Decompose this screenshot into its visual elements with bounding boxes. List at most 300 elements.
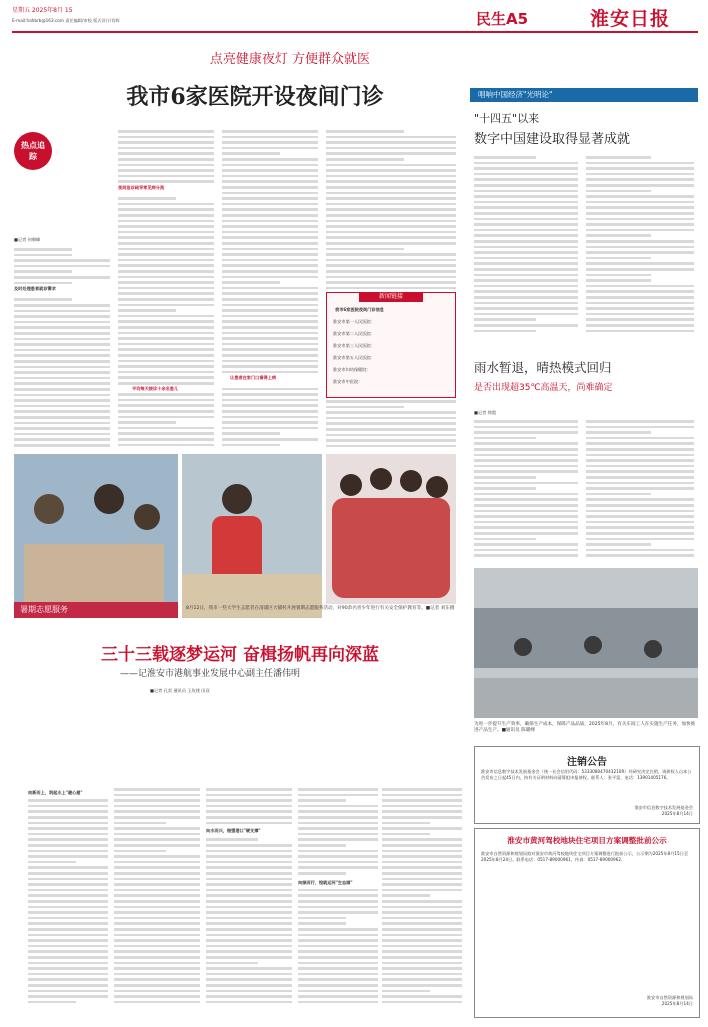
text-line <box>474 324 578 327</box>
text-line <box>222 164 318 167</box>
text-line <box>474 223 578 226</box>
text-line <box>118 376 214 379</box>
text-line <box>222 360 318 363</box>
text-line <box>28 889 108 892</box>
text-line <box>222 416 318 419</box>
text-line <box>118 410 214 413</box>
text-line <box>206 911 292 914</box>
text-line <box>222 354 318 357</box>
text-line <box>474 448 578 451</box>
text-line <box>28 866 108 869</box>
weather-col-2 <box>586 420 694 560</box>
text-line <box>298 922 346 925</box>
feature-byline: ■记者 孔雷 通讯员 王玫建 田双 <box>150 688 210 693</box>
section-label: 民生A5 <box>476 10 529 28</box>
text-line <box>298 1001 378 1004</box>
text-line <box>298 894 378 897</box>
text-line <box>222 287 318 290</box>
text-line <box>118 399 214 402</box>
text-line <box>298 939 378 942</box>
text-line <box>326 406 404 409</box>
text-line <box>114 900 200 903</box>
text-line <box>586 285 694 288</box>
text-line <box>14 410 110 413</box>
text-line <box>14 366 110 369</box>
photo-person <box>134 504 160 530</box>
text-line <box>586 246 694 249</box>
text-line <box>222 141 318 144</box>
text-line <box>222 337 318 340</box>
lead-subhead-3: 平均每天接诊十余名患儿 <box>132 386 179 391</box>
feature-col-5 <box>382 788 462 1008</box>
text-line <box>586 156 651 159</box>
text-line <box>586 549 694 552</box>
text-line <box>222 208 318 211</box>
text-line <box>14 248 72 251</box>
text-line <box>28 984 108 987</box>
text-line <box>118 421 176 424</box>
text-line <box>298 810 378 813</box>
text-line <box>28 934 108 937</box>
notice-1-sign: 淮安市信息数字技术发展基金会 2025年8月14日 <box>634 805 693 816</box>
text-line <box>474 190 578 193</box>
text-line <box>474 313 578 316</box>
text-line <box>474 330 536 333</box>
text-line <box>326 434 456 437</box>
notice-2 <box>474 828 700 1018</box>
text-line <box>586 420 694 423</box>
text-line <box>474 218 578 221</box>
notice-2-body: 淮安市自然资源和规划局拟对淮安市黄河驾校地块住宅项目方案调整进行批前公示，公示期为2025年8月15日至2025年8月24日。联系电话：0517-89000961，传真：0517-89000962。 <box>481 851 689 862</box>
text-line <box>206 917 292 920</box>
text-line <box>114 990 200 993</box>
text-line <box>28 906 108 909</box>
text-line <box>222 253 318 256</box>
text-line <box>222 158 318 161</box>
text-line <box>382 922 462 925</box>
text-line <box>326 242 456 245</box>
text-line <box>474 246 578 249</box>
text-line <box>114 967 200 970</box>
feature-subhead: ——记淮安市港航事业发展中心副主任潘伟明 <box>120 669 301 679</box>
text-line <box>28 939 108 942</box>
lead-col-4 <box>326 130 456 290</box>
text-line <box>382 833 430 836</box>
text-line <box>474 296 578 299</box>
text-line <box>326 439 456 442</box>
text-line <box>382 883 462 886</box>
text-line <box>14 405 110 408</box>
photo-person <box>426 476 448 498</box>
text-line <box>14 377 110 380</box>
text-line <box>114 911 200 914</box>
text-line <box>14 394 110 397</box>
text-line <box>586 195 694 198</box>
volunteer-photo-mid <box>182 454 322 618</box>
text-line <box>222 186 318 189</box>
text-line <box>222 147 318 150</box>
photo-person <box>94 484 124 514</box>
text-line <box>586 201 694 204</box>
text-line <box>206 872 292 875</box>
text-line <box>326 197 456 200</box>
text-line <box>118 320 214 323</box>
news-link-item: 淮安市第五人民医院： <box>333 355 375 360</box>
text-line <box>382 810 462 813</box>
text-line <box>114 816 200 819</box>
text-line <box>298 788 378 791</box>
text-line <box>14 321 110 324</box>
text-line <box>222 175 318 178</box>
text-line <box>382 872 462 875</box>
text-line <box>586 234 651 237</box>
text-line <box>222 326 318 329</box>
text-line <box>206 900 292 903</box>
text-line <box>206 973 292 976</box>
text-line <box>14 343 110 346</box>
text-line <box>114 855 200 858</box>
text-line <box>474 290 578 293</box>
photo-worker <box>584 636 602 654</box>
text-line <box>118 152 214 155</box>
text-line <box>326 186 456 189</box>
text-line <box>206 984 292 987</box>
text-line <box>14 259 110 262</box>
text-line <box>14 360 110 363</box>
photo-worker <box>644 640 662 658</box>
lead-subhead-2: 夜间急诊疏导常见病分流 <box>118 185 165 190</box>
text-line <box>28 911 108 914</box>
text-line <box>382 990 430 993</box>
text-line <box>28 894 108 897</box>
text-line <box>28 833 108 836</box>
text-line <box>474 285 578 288</box>
text-line <box>326 236 456 239</box>
text-line <box>298 978 378 981</box>
text-line <box>118 208 214 211</box>
text-line <box>474 251 578 254</box>
text-line <box>474 262 578 265</box>
text-line <box>14 304 110 307</box>
text-line <box>222 332 318 335</box>
text-line <box>14 371 110 374</box>
text-line <box>118 270 214 273</box>
text-line <box>118 382 214 385</box>
text-line <box>586 178 694 181</box>
text-line <box>326 169 456 172</box>
text-line <box>206 816 292 819</box>
text-line <box>586 206 694 209</box>
text-line <box>222 365 318 368</box>
text-line <box>382 900 462 903</box>
text-line <box>14 254 72 257</box>
text-line <box>114 995 200 998</box>
news-link-item: 淮安市中医院： <box>333 379 363 384</box>
text-line <box>586 554 694 557</box>
text-line <box>586 223 694 226</box>
text-line <box>474 510 578 513</box>
text-line <box>326 136 456 139</box>
text-line <box>586 262 694 265</box>
text-line <box>114 973 200 976</box>
text-line <box>586 538 694 541</box>
text-line <box>474 554 578 557</box>
text-line <box>118 231 214 234</box>
text-line <box>326 130 404 133</box>
text-line <box>222 343 318 346</box>
text-line <box>114 962 200 965</box>
text-line <box>222 236 318 239</box>
text-line <box>14 388 110 391</box>
text-line <box>114 844 200 847</box>
text-line <box>28 962 108 965</box>
text-line <box>222 169 318 172</box>
text-line <box>222 421 318 424</box>
text-line <box>474 431 578 434</box>
text-line <box>586 318 694 321</box>
text-line <box>298 973 378 976</box>
text-line <box>298 799 346 802</box>
right-banner-text: 唱响中国经济"光明论" <box>478 90 553 99</box>
text-line <box>326 428 456 431</box>
text-line <box>326 220 456 223</box>
text-line <box>222 130 318 133</box>
text-line <box>28 995 108 998</box>
text-line <box>222 197 318 200</box>
text-line <box>114 850 166 853</box>
notice-1-title: 注销公告 <box>567 757 607 768</box>
text-line <box>382 945 462 948</box>
text-line <box>118 326 214 329</box>
text-line <box>206 855 292 858</box>
text-line <box>114 810 200 813</box>
feature-headline: 三十三载逐梦运河 奋楫扬帆再向深蓝 <box>101 645 379 665</box>
text-line <box>28 990 108 993</box>
lead-col-3 <box>222 130 318 448</box>
text-line <box>114 945 200 948</box>
text-line <box>586 504 694 507</box>
notice-1-body: 淮安市信息数字技术发展基金会（统一社会信用代码：533308047043210R）经研究决定注销，请债权人自本公告发布之日起45日内，持有关证明材料向清算组申报债权。联系人：张平富，电话：13901405176。 <box>481 769 692 780</box>
text-line <box>586 437 694 440</box>
text-line <box>474 515 578 518</box>
text-line <box>118 393 214 396</box>
text-line <box>14 326 110 329</box>
text-line <box>298 995 378 998</box>
text-line <box>474 465 578 468</box>
text-line <box>114 889 200 892</box>
lead-headline: 我市6家医院开设夜间门诊 <box>126 84 384 110</box>
text-line <box>586 251 694 254</box>
news-link-intro: 我市6家医院夜间门诊信息 <box>335 307 384 312</box>
text-line <box>586 173 694 176</box>
text-line <box>206 889 292 892</box>
text-line <box>586 162 694 165</box>
weather-title2: 是否出现超35℃高温天，尚难确定 <box>474 383 613 393</box>
text-line <box>222 214 318 217</box>
weather-byline: ■记者 徐霞 <box>474 410 497 415</box>
news-link-item: 淮安市第二人民医院： <box>333 331 375 336</box>
text-line <box>474 426 578 429</box>
text-line <box>118 242 214 245</box>
notice-2-sign: 淮安市自然资源和规划局 2025年8月14日 <box>646 995 693 1006</box>
text-line <box>14 310 110 313</box>
text-line <box>586 279 651 282</box>
text-line <box>114 883 200 886</box>
text-line <box>326 259 456 262</box>
text-line <box>14 349 110 352</box>
lead-subhead-1: 及时处理患者就诊需求 <box>14 286 56 291</box>
text-line <box>118 197 176 200</box>
text-line <box>326 264 456 267</box>
text-line <box>382 917 462 920</box>
text-line <box>382 939 462 942</box>
text-line <box>586 442 694 445</box>
news-link-box <box>326 292 456 398</box>
lead-col-2 <box>118 130 214 448</box>
text-line <box>28 855 108 858</box>
text-line <box>298 822 378 825</box>
text-line <box>118 214 214 217</box>
text-line <box>222 399 318 402</box>
text-line <box>382 878 462 881</box>
text-line <box>222 276 318 279</box>
text-line <box>586 268 694 271</box>
text-line <box>222 444 280 447</box>
text-line <box>28 822 108 825</box>
photo-person <box>400 470 422 492</box>
text-line <box>474 543 578 546</box>
text-line <box>586 487 694 490</box>
text-line <box>206 934 292 937</box>
weather-col-1 <box>474 420 578 560</box>
text-line <box>118 180 214 183</box>
text-line <box>28 810 108 813</box>
lead-kicker: 点亮健康夜灯 方便群众就医 <box>209 52 371 67</box>
text-line <box>206 945 292 948</box>
text-line <box>474 173 578 176</box>
feature-col-3 <box>206 788 292 1008</box>
text-line <box>474 268 578 271</box>
text-line <box>206 878 292 881</box>
text-line <box>586 465 694 468</box>
text-line <box>474 482 578 485</box>
text-line <box>222 220 318 223</box>
photo-group <box>332 498 450 598</box>
text-line <box>206 939 292 942</box>
text-line <box>118 309 176 312</box>
text-line <box>222 348 318 351</box>
text-line <box>298 805 378 808</box>
text-line <box>222 270 318 273</box>
text-line <box>474 274 578 277</box>
text-line <box>206 822 292 825</box>
text-line <box>382 934 462 937</box>
text-line <box>28 956 108 959</box>
issue-info: 星期五 2025年8月 15 <box>12 7 73 14</box>
text-line <box>118 158 214 161</box>
text-line <box>298 850 378 853</box>
text-line <box>382 978 462 981</box>
text-line <box>118 164 214 167</box>
text-line <box>382 1001 462 1004</box>
text-line <box>222 309 318 312</box>
text-line <box>326 141 456 144</box>
text-line <box>298 950 378 953</box>
right-banner <box>470 88 698 102</box>
text-line <box>382 866 462 869</box>
text-line <box>222 259 318 262</box>
text-line <box>222 152 280 155</box>
text-line <box>474 195 578 198</box>
text-line <box>118 141 214 144</box>
text-line <box>114 833 200 836</box>
text-line <box>586 476 694 479</box>
text-line <box>474 307 578 310</box>
text-line <box>298 866 378 869</box>
photo-person <box>34 494 64 524</box>
text-line <box>298 816 378 819</box>
text-line <box>222 292 318 295</box>
text-line <box>118 259 214 262</box>
text-line <box>114 838 200 841</box>
text-line <box>298 967 378 970</box>
text-line <box>586 324 694 327</box>
text-line <box>586 532 694 535</box>
text-line <box>114 822 166 825</box>
text-line <box>382 805 462 808</box>
text-line <box>586 543 651 546</box>
text-line <box>474 162 578 165</box>
text-line <box>298 900 378 903</box>
text-line <box>474 234 578 237</box>
text-line <box>298 794 378 797</box>
text-line <box>114 794 200 797</box>
text-line <box>474 420 578 423</box>
text-line <box>118 253 214 256</box>
text-line <box>586 515 694 518</box>
text-line <box>586 459 694 462</box>
text-line <box>118 225 214 228</box>
text-line <box>586 212 694 215</box>
text-line <box>382 850 462 853</box>
text-line <box>114 956 200 959</box>
text-line <box>474 240 578 243</box>
text-line <box>28 967 108 970</box>
text-line <box>326 147 456 150</box>
text-line <box>586 498 694 501</box>
text-line <box>114 1001 200 1004</box>
photo-table <box>24 544 164 604</box>
text-line <box>298 833 378 836</box>
text-line <box>586 290 694 293</box>
text-line <box>118 332 214 335</box>
text-line <box>326 158 404 161</box>
masthead-rule <box>12 31 698 33</box>
text-line <box>206 838 258 841</box>
text-line <box>586 167 694 170</box>
text-line <box>114 978 200 981</box>
text-line <box>326 445 456 448</box>
text-line <box>382 967 462 970</box>
text-line <box>298 838 378 841</box>
news-link-title: 新闻链接 <box>359 292 423 302</box>
text-line <box>206 794 292 797</box>
text-line <box>14 298 72 301</box>
text-line <box>586 493 651 496</box>
text-line <box>206 883 292 886</box>
text-line <box>28 978 108 981</box>
text-line <box>118 354 214 357</box>
